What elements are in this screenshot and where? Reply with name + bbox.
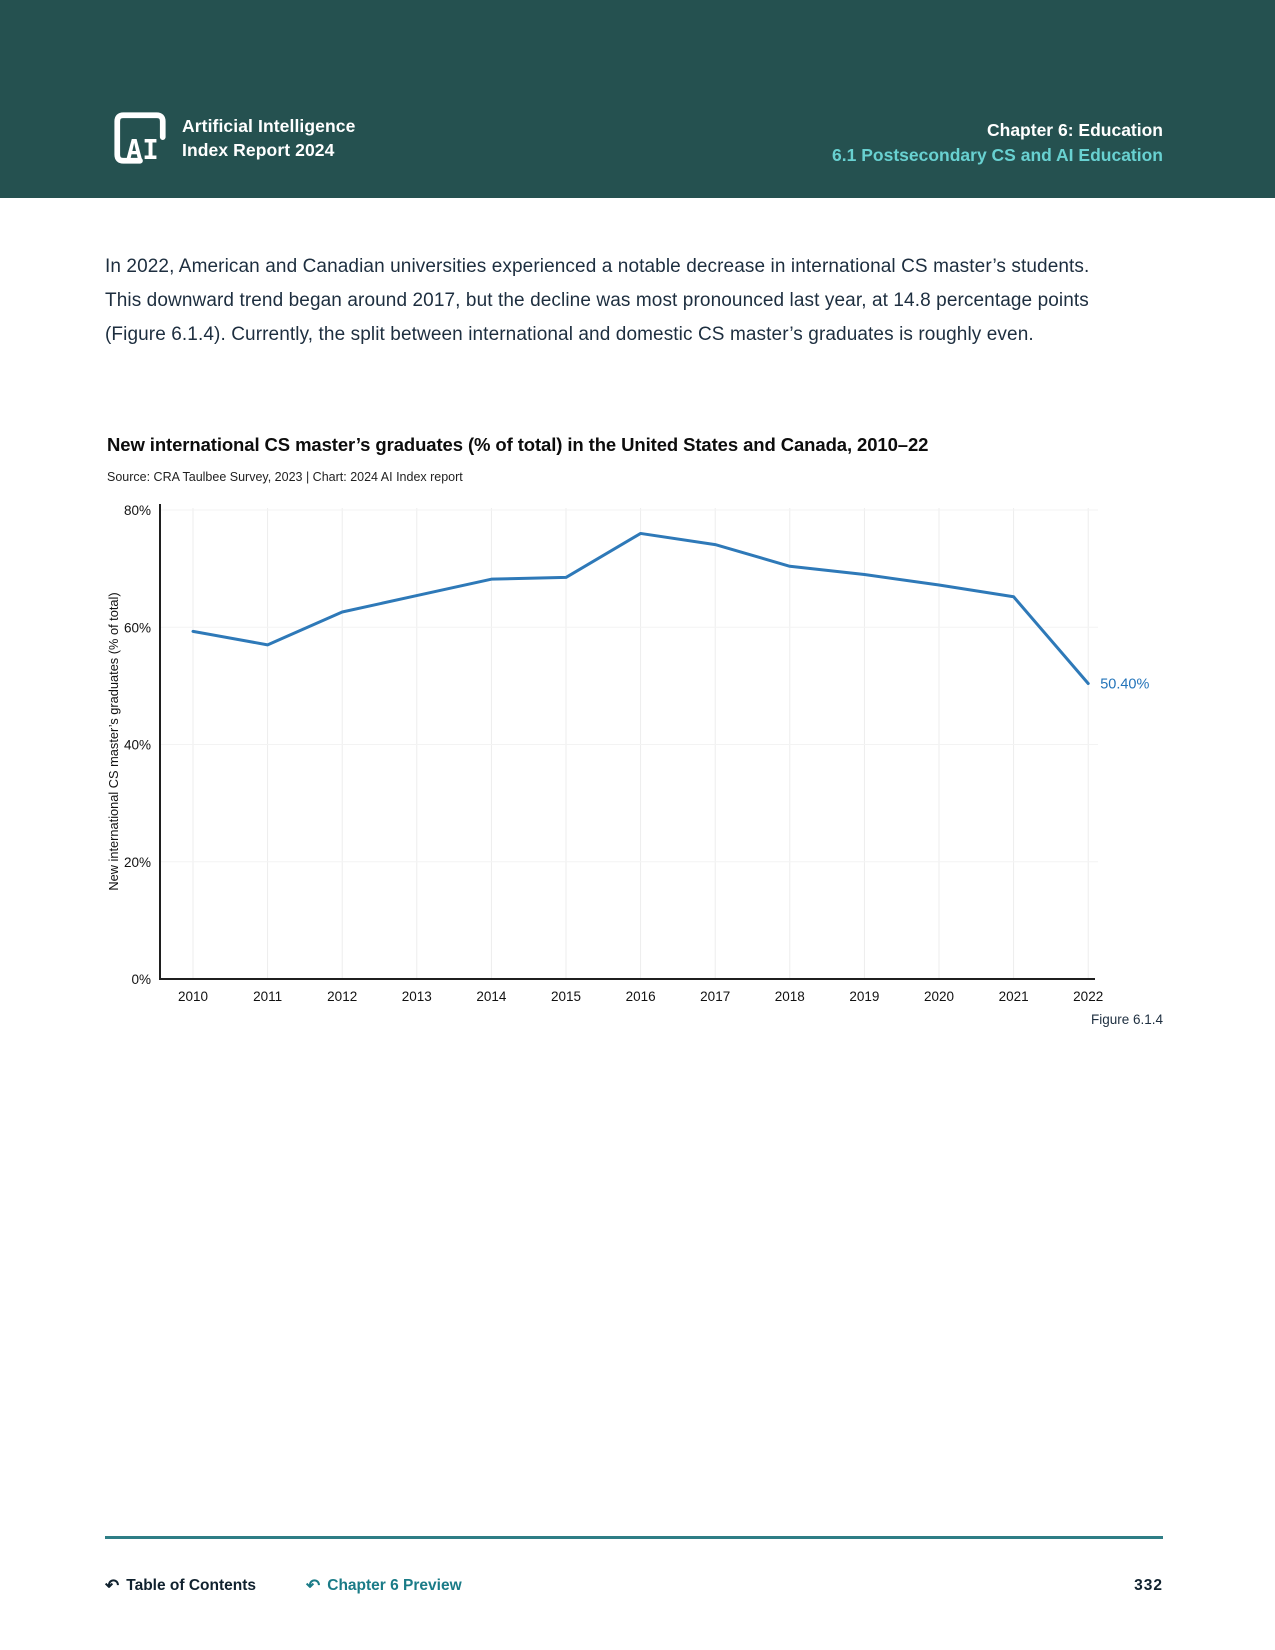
back-arrow-icon: ↶ (105, 1576, 120, 1595)
back-arrow-icon: ↶ (306, 1576, 321, 1595)
body-paragraph: In 2022, American and Canadian universities experienced a notable decrease in international CS master’s students. This downward trend began around 2017, but the decline was most pronounced last year, at 14.8 percentage points (Figure 6.1.4). Currently, the split between international and domestic CS master’s graduates is roughly even. (105, 256, 1090, 345)
ai-index-logo-icon (112, 110, 168, 166)
svg-text:AI: AI (126, 135, 159, 166)
table-of-contents-link[interactable] (105, 1576, 256, 1596)
chapter-title: Chapter 6: Education (987, 120, 1163, 140)
section-title: 6.1 Postsecondary CS and AI Education (832, 144, 1163, 165)
table-of-contents-label: Table of Contents (126, 1577, 256, 1594)
brand-title-line2: Index Report 2024 (182, 140, 335, 160)
header-breadcrumb (832, 118, 1163, 168)
svg-text:2020: 2020 (923, 989, 955, 1004)
chapter-preview-label: Chapter 6 Preview (327, 1577, 462, 1594)
svg-text:2019: 2019 (849, 989, 880, 1004)
svg-text:2011: 2011 (253, 989, 283, 1004)
svg-text:2017: 2017 (700, 989, 731, 1004)
svg-text:2014: 2014 (476, 989, 507, 1004)
svg-text:2010: 2010 (177, 989, 209, 1004)
svg-text:2013: 2013 (401, 989, 432, 1004)
chapter-preview-link[interactable] (306, 1576, 462, 1596)
svg-text:2018: 2018 (774, 989, 805, 1004)
svg-text:2022: 2022 (1073, 989, 1104, 1004)
svg-text:80%: 80% (123, 503, 151, 518)
svg-text:60%: 60% (123, 620, 151, 636)
svg-text:40%: 40% (123, 737, 151, 753)
brand-title (182, 114, 355, 162)
svg-text:2012: 2012 (327, 989, 358, 1004)
chart-source: Source: CRA Taulbee Survey, 2023 | Chart: 2024 AI Index report (107, 470, 463, 484)
footer (105, 1576, 1163, 1596)
line-chart (105, 496, 1170, 1041)
page-header (0, 0, 1275, 198)
svg-text:50.40%: 50.40% (1100, 676, 1150, 693)
brand (112, 110, 355, 166)
svg-text:20%: 20% (123, 854, 151, 870)
footer-divider (105, 1536, 1163, 1539)
svg-text:2021: 2021 (998, 989, 1029, 1004)
figure-label: Figure 6.1.4 (1090, 1012, 1163, 1027)
svg-text:0%: 0% (131, 972, 151, 987)
svg-text:2016: 2016 (625, 989, 656, 1004)
svg-text:New international CS master’s: New international CS master’s graduates (% of total) (106, 592, 121, 891)
brand-title-line1: Artificial Intelligence (182, 115, 356, 136)
page-number: 332 (1134, 1577, 1163, 1594)
chart-title: New international CS master’s graduates (% of total) in the United States and Canada, 2010–22 (107, 434, 929, 455)
svg-text:2015: 2015 (550, 989, 582, 1004)
